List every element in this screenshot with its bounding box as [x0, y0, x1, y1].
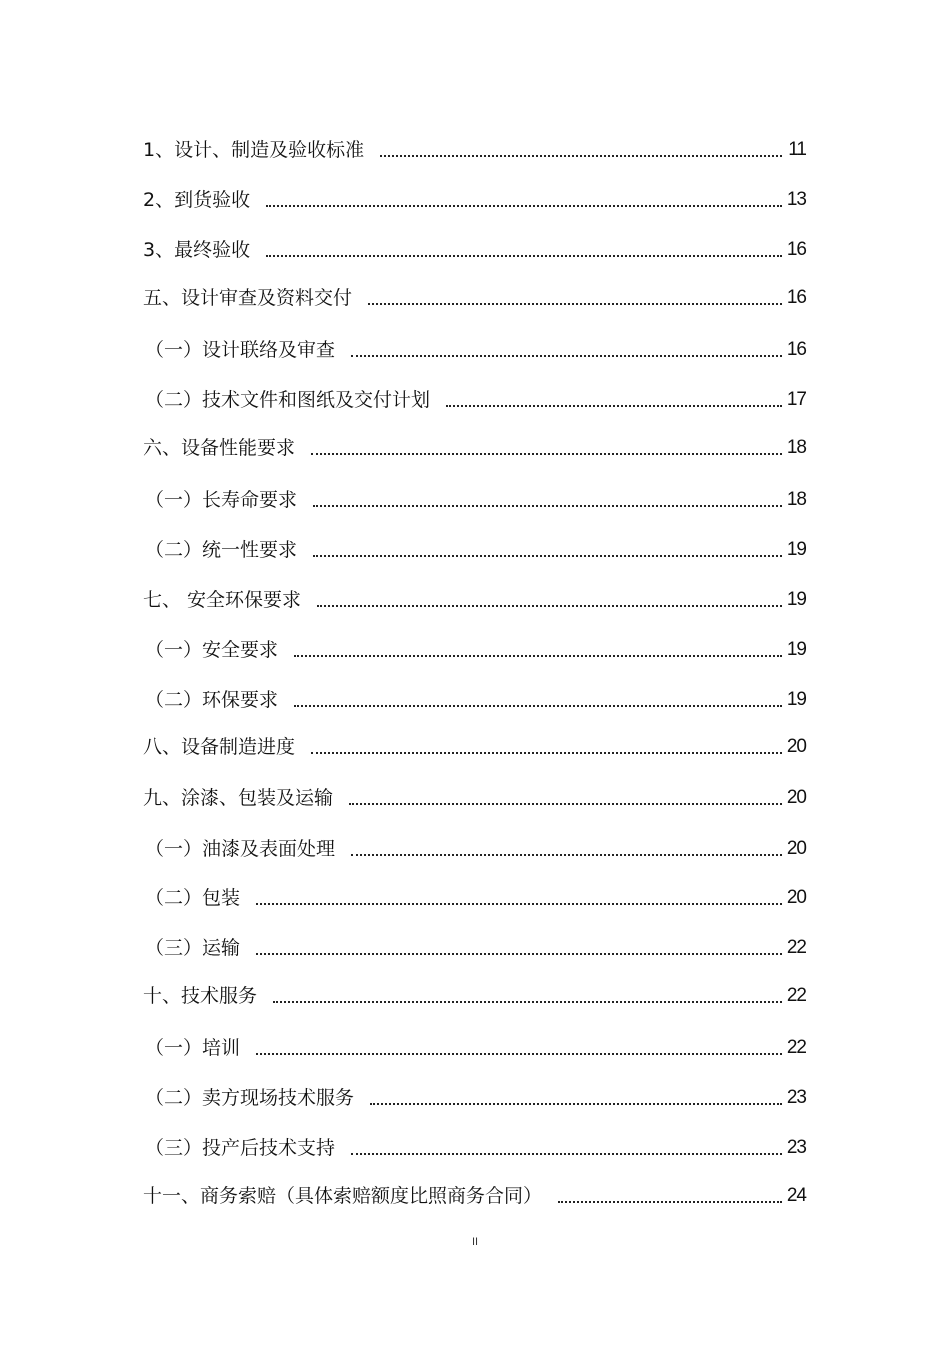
- toc-entry-page: 16: [786, 287, 806, 308]
- toc-entry-page: 19: [786, 689, 806, 710]
- toc-entry-page: 16: [786, 339, 806, 360]
- toc-dot-leader: [446, 405, 782, 407]
- toc-entry-title: 七、 安全环保要求: [143, 589, 302, 611]
- toc-entry[interactable]: [143, 1020, 806, 1060]
- toc-entry-title: （二）统一性要求: [145, 539, 298, 561]
- toc-entry-page: 17: [786, 389, 806, 410]
- toc-entry[interactable]: [143, 870, 806, 910]
- toc-entry-page: 20: [786, 736, 806, 757]
- toc-entry[interactable]: [143, 920, 806, 960]
- toc-entry-title: 五、设计审查及资料交付: [143, 287, 353, 309]
- toc-entry-title: 六、设备性能要求: [143, 437, 296, 459]
- toc-dot-leader: [311, 752, 782, 754]
- toc-entry[interactable]: [143, 622, 806, 662]
- toc-dot-leader: [351, 355, 782, 357]
- toc-entry[interactable]: [143, 270, 806, 310]
- toc-entry[interactable]: [143, 372, 806, 412]
- toc-entry[interactable]: [143, 1070, 806, 1110]
- toc-entry-page: 20: [786, 787, 806, 808]
- toc-entry-title: （一）培训: [145, 1037, 241, 1059]
- toc-dot-leader: [351, 1153, 782, 1155]
- toc-entry-title: 2、到货验收: [143, 189, 251, 211]
- toc-entry-title: （三）投产后技术支持: [145, 1137, 336, 1159]
- toc-entry[interactable]: [143, 968, 806, 1008]
- toc-entry[interactable]: [143, 522, 806, 562]
- toc-dot-leader: [294, 655, 782, 657]
- toc-entry-title: （一）油漆及表面处理: [145, 838, 336, 860]
- toc-entry[interactable]: [143, 420, 806, 460]
- toc-dot-leader: [370, 1103, 782, 1105]
- toc-dot-leader: [273, 1001, 782, 1003]
- toc-entry[interactable]: [143, 719, 806, 759]
- toc-entry[interactable]: [143, 572, 806, 612]
- toc-entry-title: 十一、商务索赔（具体索赔额度比照商务合同）: [143, 1185, 543, 1207]
- toc-entry-page: 24: [786, 1185, 806, 1206]
- toc-dot-leader: [313, 555, 782, 557]
- toc-entry-page: 19: [786, 539, 806, 560]
- toc-entry-page: 16: [786, 239, 806, 260]
- toc-dot-leader: [256, 953, 782, 955]
- toc-dot-leader: [368, 303, 782, 305]
- toc-entry-page: 22: [786, 937, 806, 958]
- toc-entry-title: 1、设计、制造及验收标准: [143, 139, 365, 161]
- toc-entry-title: 十、技术服务: [143, 985, 258, 1007]
- toc-entry[interactable]: [143, 172, 806, 212]
- toc-entry-title: （二）卖方现场技术服务: [145, 1087, 355, 1109]
- toc-entry[interactable]: [143, 770, 806, 810]
- toc-entry-page: 20: [786, 887, 806, 908]
- toc-entry-title: （二）环保要求: [145, 689, 279, 711]
- toc-entry-title: （一）安全要求: [145, 639, 279, 661]
- toc-dot-leader: [256, 903, 782, 905]
- toc-entry-page: 22: [786, 1037, 806, 1058]
- toc-dot-leader: [349, 803, 782, 805]
- toc-entry[interactable]: [143, 472, 806, 512]
- toc-dot-leader: [351, 854, 782, 856]
- toc-dot-leader: [266, 205, 782, 207]
- toc-dot-leader: [380, 155, 782, 157]
- toc-entry-title: （二）包装: [145, 887, 241, 909]
- toc-entry-title: 3、最终验收: [143, 239, 251, 261]
- toc-entry-page: 20: [786, 838, 806, 859]
- toc-entry-page: 18: [786, 489, 806, 510]
- toc-entry[interactable]: [143, 322, 806, 362]
- toc-entry[interactable]: [143, 222, 806, 262]
- page-number-footer: II: [471, 1236, 479, 1248]
- toc-entry-title: （一）设计联络及审查: [145, 339, 336, 361]
- toc-entry-title: 八、设备制造进度: [143, 736, 296, 758]
- toc-entry[interactable]: [143, 122, 806, 162]
- toc-entry-page: 23: [786, 1137, 806, 1158]
- toc-entry-page: 11: [788, 139, 806, 160]
- toc-entry[interactable]: [143, 821, 806, 861]
- toc-dot-leader: [266, 255, 782, 257]
- toc-entry[interactable]: [143, 672, 806, 712]
- toc-entry-page: 22: [786, 985, 806, 1006]
- toc-dot-leader: [558, 1201, 782, 1203]
- toc-entry-title: （二）技术文件和图纸及交付计划: [145, 389, 431, 411]
- toc-entry-page: 18: [786, 437, 806, 458]
- toc-entry-title: 九、涂漆、包装及运输: [143, 787, 334, 809]
- toc-entry-page: 19: [786, 589, 806, 610]
- toc-entry-title: （一）长寿命要求: [145, 489, 298, 511]
- toc-dot-leader: [317, 605, 782, 607]
- toc-dot-leader: [294, 705, 782, 707]
- toc-dot-leader: [311, 453, 782, 455]
- toc-dot-leader: [256, 1053, 782, 1055]
- toc-entry-page: 13: [786, 189, 806, 210]
- toc-entry-page: 19: [786, 639, 806, 660]
- toc-entry-page: 23: [786, 1087, 806, 1108]
- toc-entry[interactable]: [143, 1168, 806, 1208]
- toc-entry-title: （三）运输: [145, 937, 241, 959]
- toc-dot-leader: [313, 505, 782, 507]
- toc-entry[interactable]: [143, 1120, 806, 1160]
